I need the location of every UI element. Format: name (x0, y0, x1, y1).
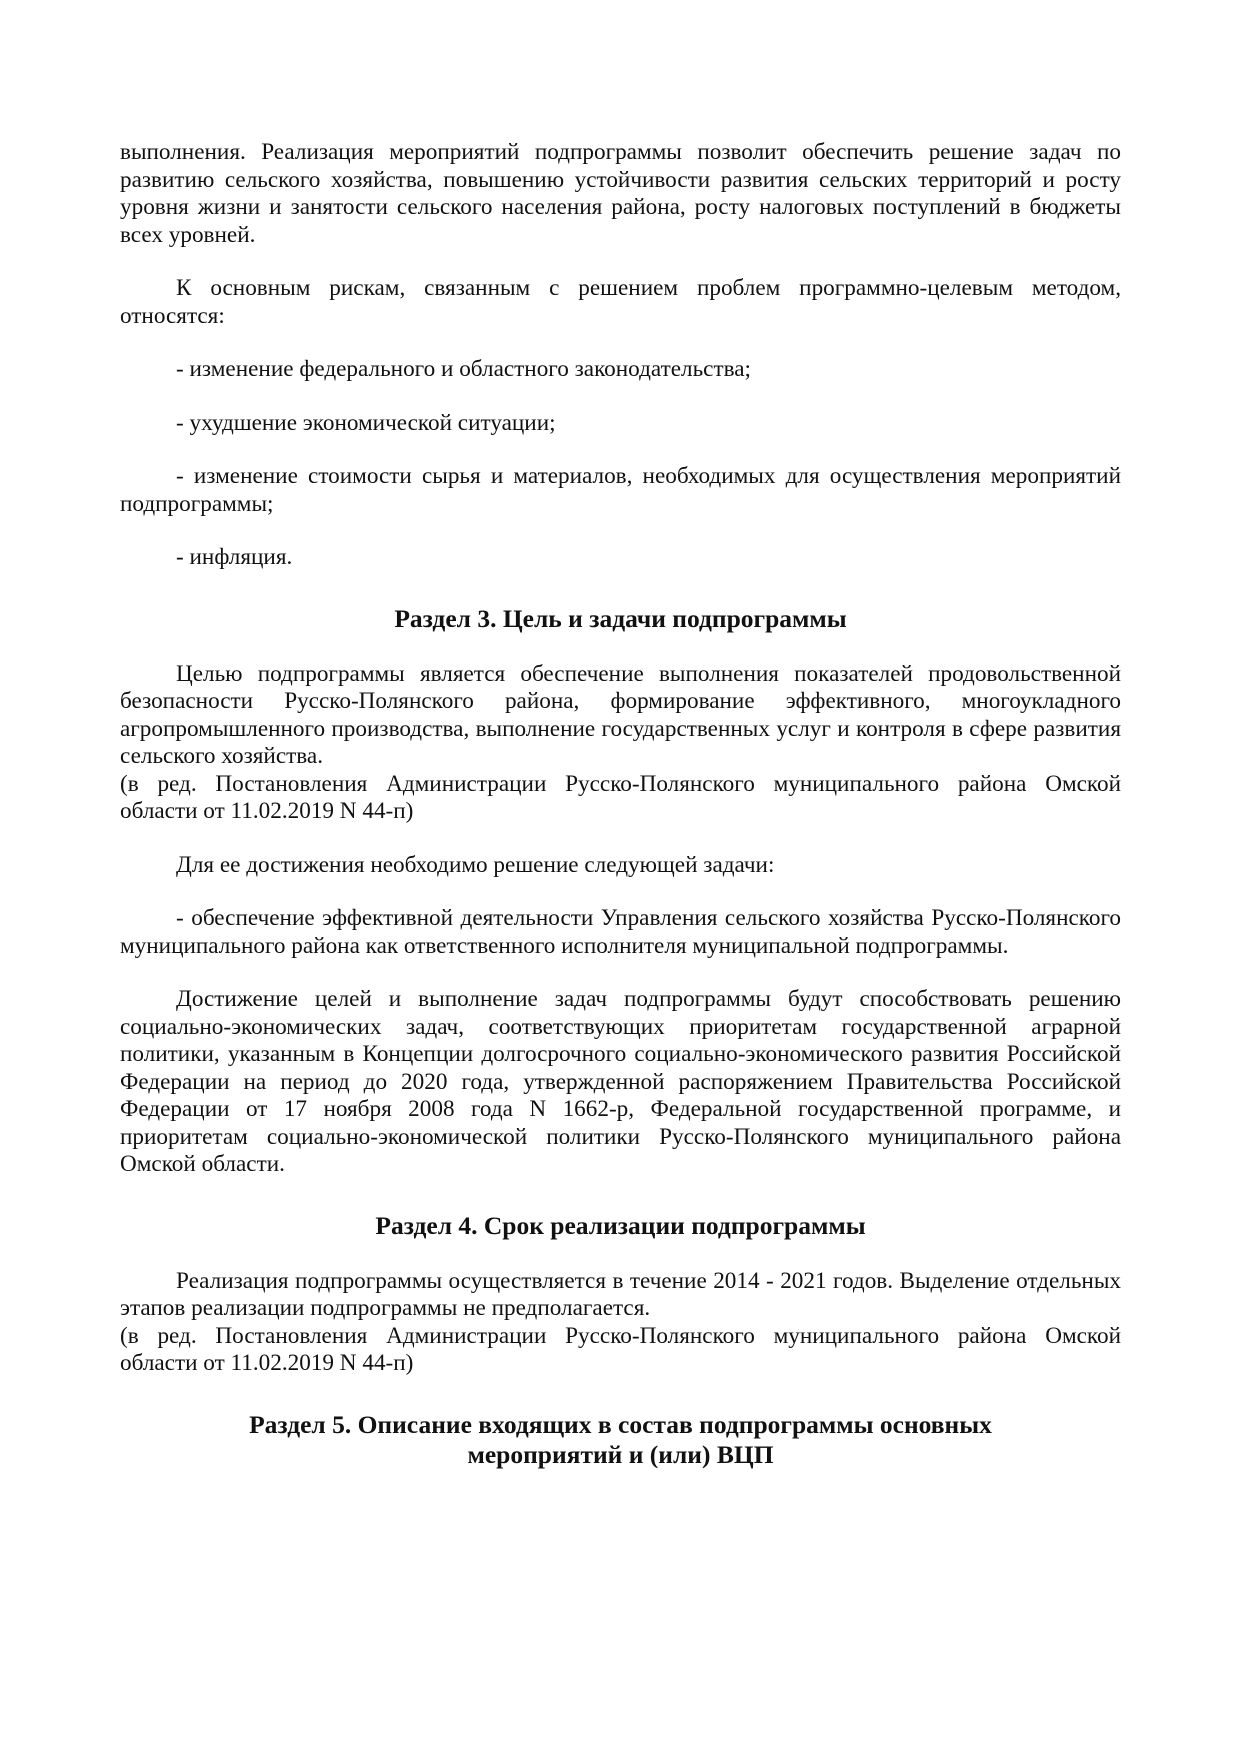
risk-item: - изменение федерального и областного законодательства; (176, 356, 751, 382)
document-page (120, 139, 1121, 1470)
risks-intro: К основным рискам, связанным с решением проблем программно-целевым методом, относятся: (120, 275, 1121, 329)
section-4-amendment-line2: области от 11.02.2019 N 44-п) (120, 1350, 414, 1376)
section-5-title-line2: мероприятий и (или) ВЦП (467, 1439, 774, 1469)
risk-item: - изменение стоимости сырья и материалов, необходимых для осуществления мероприятий подпрограммы; (120, 463, 1121, 517)
section-3-task-item: - обеспечение эффективной деятельности Управления сельского хозяйства Русско-Полянского муниципального района как ответственного исполнителя муниципальной подпрограммы. (120, 905, 1121, 959)
section-3-goal-paragraph: Целью подпрограммы является обеспечение выполнения показателей продовольственной безопасности Русско-Полянского района, формирование эффективного, многоукладного агропромышленного производства, выполнение государственных услуг и контроля в сфере развития сельского хозяйства. (120, 660, 1121, 769)
section-3-task-intro: Для ее достижения необходимо решение следующей задачи: (176, 851, 775, 878)
section-3-amendment-line2: области от 11.02.2019 N 44-п) (120, 798, 414, 824)
section-4-amendment-line1: (в ред. Постановления Администрации Русско-Полянского муниципального района Омской (120, 1322, 1121, 1349)
section-4-term-paragraph: Реализация подпрограммы осуществляется в течение 2014 - 2021 годов. Выделение отдельных этапов реализации подпрограммы не предполагается. (120, 1267, 1121, 1321)
section-5-title (120, 1410, 1121, 1470)
section-3-amendment-line1: (в ред. Постановления Администрации Русско-Полянского муниципального района Омской (120, 770, 1121, 797)
section-3-title: Раздел 3. Цель и задачи подпрограммы (394, 603, 847, 633)
intro-paragraph: выполнения. Реализация мероприятий подпрограммы позволит обеспечить решение задач по развитию сельского хозяйства, повышению устойчивости развития сельских территорий и росту уровня жизни и занятости сельского населения района, росту налоговых поступлений в бюджеты всех уровней. (120, 139, 1121, 248)
section-5-title-line1: Раздел 5. Описание входящих в состав подпрограммы основных (249, 1409, 992, 1439)
risk-item: - инфляция. (176, 544, 293, 570)
section-4-title: Раздел 4. Срок реализации подпрограммы (375, 1210, 866, 1240)
section-3-achievement-paragraph: Достижение целей и выполнение задач подпрограммы будут способствовать решению социально-экономических задач, соответствующих приоритетам государственной аграрной политики, указанным в Концепции долгосрочного социально-экономического развития Российской Федерации на период до 2020 года, утвержденной распоряжением Правительства Российской Федерации от 17 ноября 2008 года N 1662-р, Федеральной государственной программе, и приоритетам социально-экономической политики Русско-Полянского муниципального района Омской области. (120, 986, 1121, 1177)
risk-item: - ухудшение экономической ситуации; (176, 409, 556, 436)
